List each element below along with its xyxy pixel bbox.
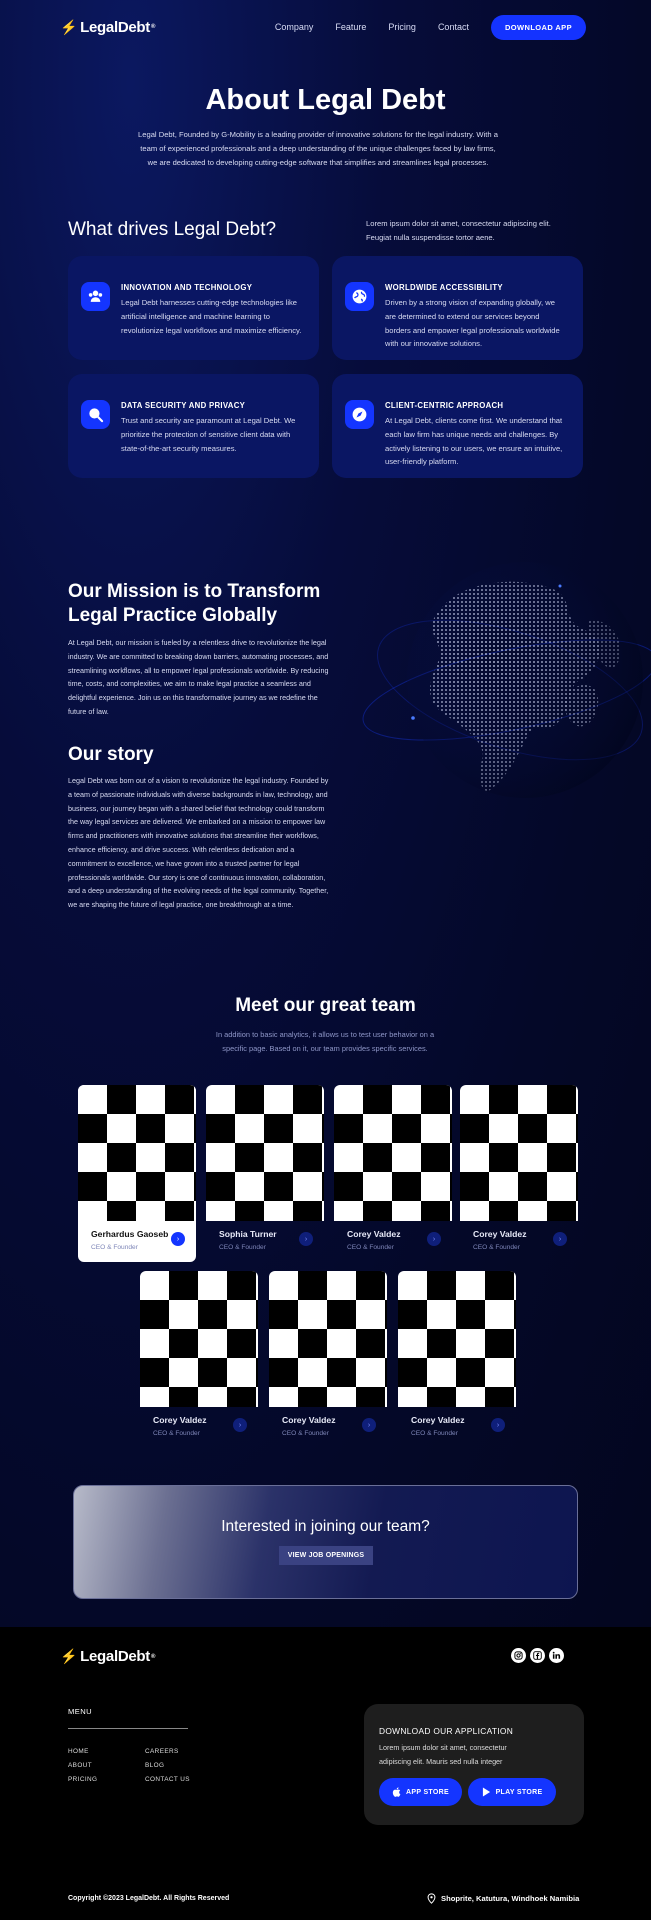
member-name: Sophia Turner <box>219 1229 277 1239</box>
brand-name: LegalDebt <box>80 18 150 36</box>
member-role: CEO & Founder <box>411 1430 458 1437</box>
footer-link-about[interactable]: ABOUT <box>68 1762 93 1770</box>
play-store-button[interactable] <box>468 1778 556 1806</box>
trademark: ® <box>150 1653 156 1660</box>
location-pin-icon <box>427 1893 436 1904</box>
apple-icon <box>392 1787 401 1797</box>
menu-divider <box>68 1728 188 1729</box>
play-store-label: PLAY STORE <box>495 1788 543 1796</box>
member-role: CEO & Founder <box>347 1244 394 1251</box>
arrow-right-icon[interactable]: › <box>299 1232 313 1246</box>
team-member-card[interactable] <box>206 1085 324 1262</box>
menu-column <box>145 1745 190 1788</box>
member-name: Corey Valdez <box>153 1415 207 1425</box>
footer-link-contact[interactable]: CONTACT US <box>145 1776 190 1784</box>
instagram-icon[interactable] <box>511 1648 526 1663</box>
download-title: DOWNLOAD OUR APPLICATION <box>379 1726 514 1736</box>
arrow-right-icon[interactable]: › <box>553 1232 567 1246</box>
join-team-banner <box>73 1485 578 1599</box>
search-icon <box>81 400 110 429</box>
member-role: CEO & Founder <box>219 1244 266 1251</box>
globe-icon <box>345 282 374 311</box>
arrow-right-icon[interactable]: › <box>233 1418 247 1432</box>
card-title: WORLDWIDE ACCESSIBILITY <box>385 283 503 292</box>
view-job-openings-button[interactable]: VIEW JOB OPENINGS <box>279 1546 373 1565</box>
menu-column <box>68 1745 97 1788</box>
card-title: DATA SECURITY AND PRIVACY <box>121 401 246 410</box>
trademark: ® <box>150 24 156 30</box>
story-text: Legal Debt was born out of a vision to revolutionize the legal industry. Founded by a team of passionate individuals with diverse backgrounds in law, technology, and business, our journey began with a shared belief that technology could transform the way legal services are delivered. We embarked on a mission to empower law firms and practitioners with innovative solutions that streamline their workflows, enhance efficiency, and drive success. With relentless dedication and a commitment to excellence, we have grown into a trusted partner for legal professionals worldwide. Our story is one of continuous innovation, collaboration, and a deep understanding of the evolving needs of the legal community. Together, we are shaping the future of legal practice, one breakthrough at a time. <box>68 776 329 910</box>
nav-link-company[interactable]: Company <box>274 22 314 32</box>
arrow-right-icon[interactable]: › <box>427 1232 441 1246</box>
team-member-card[interactable] <box>78 1085 196 1262</box>
member-role: CEO & Founder <box>282 1430 329 1437</box>
copyright: Copyright ©2023 LegalDebt. All Rights Reserved <box>68 1895 230 1902</box>
member-name: Corey Valdez <box>282 1415 336 1425</box>
member-role: CEO & Founder <box>91 1244 138 1251</box>
nav-link-feature[interactable]: Feature <box>335 22 367 32</box>
nav-links <box>275 15 586 40</box>
bolt-icon: ⚡ <box>60 1648 78 1664</box>
mission-text: At Legal Debt, our mission is fueled by a relentless drive to revolutionize the legal industry. We are committed to breaking down barriers, automating processes, and streamlining workflows, all to empower legal professionals worldwide. By reducing time, costs, and complexities, we aim to make legal practice a seamless and delightful experience. Join us on this transformative journey as we redefine the future of law. <box>68 638 329 716</box>
feature-card-client-centric <box>332 374 583 478</box>
member-photo <box>269 1271 387 1407</box>
story-title: Our story <box>68 744 154 765</box>
social-links <box>511 1648 564 1663</box>
member-role: CEO & Founder <box>153 1430 200 1437</box>
download-app-panel <box>364 1704 584 1825</box>
feature-card-security <box>68 374 319 478</box>
arrow-right-icon[interactable]: › <box>362 1418 376 1432</box>
member-photo <box>334 1085 452 1221</box>
footer-link-blog[interactable]: BLOG <box>145 1762 165 1770</box>
address <box>427 1893 579 1904</box>
team-icon <box>81 282 110 311</box>
member-photo <box>206 1085 324 1221</box>
drives-title: What drives Legal Debt? <box>68 219 277 240</box>
member-photo <box>460 1085 578 1221</box>
arrow-right-icon[interactable]: › <box>171 1232 185 1246</box>
mission-title: Our Mission is to Transform Legal Practice Globally <box>68 581 321 626</box>
compass-icon <box>345 400 374 429</box>
member-photo <box>140 1271 258 1407</box>
card-title: CLIENT-CENTRIC APPROACH <box>385 401 504 410</box>
footer-link-pricing[interactable]: PRICING <box>68 1776 98 1784</box>
feature-card-worldwide <box>332 256 583 360</box>
bolt-icon: ⚡ <box>60 18 78 35</box>
arrow-right-icon[interactable]: › <box>491 1418 505 1432</box>
team-member-card[interactable] <box>460 1085 578 1262</box>
download-app-button[interactable]: DOWNLOAD APP <box>491 15 586 40</box>
card-title: INNOVATION AND TECHNOLOGY <box>121 283 253 292</box>
app-store-label: APP STORE <box>406 1788 449 1796</box>
address-text: Shoprite, Katutura, Windhoek Namibia <box>441 1894 580 1903</box>
download-text: Lorem ipsum dolor sit amet, consectetur adipiscing elit. Mauris sed nulla integer <box>379 1743 507 1766</box>
footer-link-home[interactable]: HOME <box>68 1748 89 1755</box>
brand-logo[interactable] <box>60 19 155 36</box>
globe-illustration <box>360 560 651 810</box>
team-text: In addition to basic analytics, it allows us to test user behavior on a specific page. Based on it, our team provides specific services. <box>215 1030 435 1053</box>
footer <box>0 1627 651 1920</box>
member-name: Corey Valdez <box>411 1415 465 1425</box>
drives-text: Lorem ipsum dolor sit amet, consectetur adipiscing elit. Feugiat nulla suspendisse tortor aene. <box>366 219 551 242</box>
member-photo <box>398 1271 516 1407</box>
nav-link-pricing[interactable]: Pricing <box>388 22 416 32</box>
about-text: Legal Debt, Founded by G-Mobility is a leading provider of innovative solutions for the legal industry. With a team of experienced professionals and a deep understanding of the unique challenges faced by law firms, we are dedicated to developing cutting-edge software that simplifies and streamlines legal processes. <box>138 130 498 167</box>
brand-name: LegalDebt <box>80 1648 150 1665</box>
feature-card-innovation <box>68 256 319 360</box>
nav-link-contact[interactable]: Contact <box>437 22 469 32</box>
team-member-card[interactable] <box>269 1271 387 1448</box>
play-icon <box>482 1787 491 1797</box>
menu-title: MENU <box>68 1707 92 1716</box>
member-name: Corey Valdez <box>473 1229 527 1239</box>
member-photo <box>78 1085 196 1221</box>
facebook-icon[interactable] <box>530 1648 545 1663</box>
card-text: Driven by a strong vision of expanding globally, we are determined to extend our services beyond borders and empower legal professionals worldwide with our innovative solutions. <box>385 298 560 349</box>
card-text: Legal Debt harnesses cutting-edge technologies like artificial intelligence and machine learning to revolutionize legal workflows and maximize efficiency. <box>121 298 302 335</box>
team-member-card[interactable] <box>334 1085 452 1262</box>
member-name: Corey Valdez <box>347 1229 401 1239</box>
top-navigation <box>60 14 586 40</box>
join-title: Interested in joining our team? <box>221 1518 430 1535</box>
member-name: Gerhardus Gaoseb <box>91 1229 169 1239</box>
footer-link-careers[interactable]: CAREERS <box>145 1748 179 1755</box>
team-member-card[interactable] <box>398 1271 516 1448</box>
card-text: Trust and security are paramount at Legal Debt. We prioritize the protection of sensitive client data with state-of-the-art security measures. <box>121 416 296 453</box>
member-role: CEO & Founder <box>473 1244 520 1251</box>
team-member-card[interactable] <box>140 1271 258 1448</box>
footer-brand-logo[interactable] <box>60 1648 155 1665</box>
card-text: At Legal Debt, clients come first. We understand that each law firm has unique needs and challenges. By actively listening to our users, we ensure an intuitive, user-friendly platform. <box>385 416 563 467</box>
team-title: Meet our great team <box>235 995 416 1016</box>
linkedin-icon[interactable] <box>549 1648 564 1663</box>
app-store-button[interactable] <box>379 1778 462 1806</box>
about-title: About Legal Debt <box>205 84 446 116</box>
